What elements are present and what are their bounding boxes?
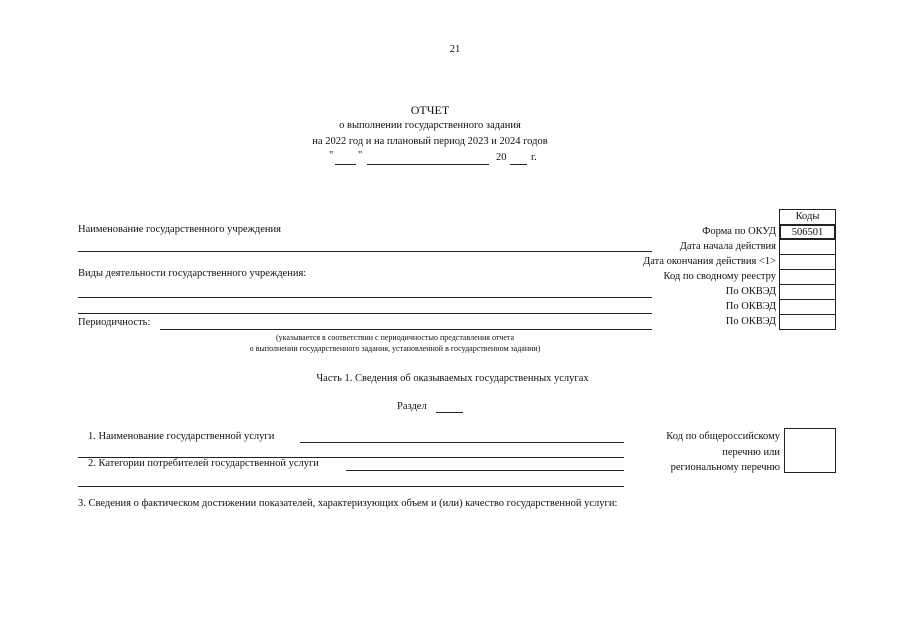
- indicators-heading: 3. Сведения о фактическом достижении показателей, характеризующих объем и (или) качество государственной услуги:: [78, 498, 618, 509]
- okved-cell-3[interactable]: [779, 314, 836, 330]
- registry-code-label: Код по сводному реестру: [663, 271, 776, 282]
- page-number: 21: [449, 44, 461, 55]
- service-name-field[interactable]: [300, 442, 624, 443]
- registry-code-cell[interactable]: [779, 269, 836, 285]
- okved-cell-1[interactable]: [779, 284, 836, 300]
- part1-title: Часть 1. Сведения об оказываемых государственных услугах: [316, 373, 589, 384]
- start-date-cell[interactable]: [779, 239, 836, 255]
- registry-code-text-1: Код по общероссийскому: [666, 431, 780, 442]
- report-title: ОТЧЕТ: [410, 103, 450, 117]
- periodicity-label: Периодичность:: [78, 317, 151, 328]
- date-quote-close: ": [358, 150, 363, 161]
- periodicity-note-2: о выполнении государственного задания, установленной в государственном задании): [249, 344, 541, 353]
- consumer-category-label: 2. Категории потребителей государственной услуги: [88, 458, 319, 469]
- activities-field-2[interactable]: [78, 313, 652, 314]
- date-day-field[interactable]: [335, 164, 356, 165]
- date-year-prefix: 20: [496, 152, 507, 163]
- activities-label: Виды деятельности государственного учреждения:: [78, 268, 307, 279]
- start-date-label: Дата начала действия: [679, 241, 776, 252]
- report-subtitle-2: на 2022 год и на плановый период 2023 и 2024 годов: [312, 136, 548, 147]
- activities-field-1[interactable]: [78, 297, 652, 298]
- okved-cell-2[interactable]: [779, 299, 836, 315]
- date-month-field[interactable]: [367, 164, 489, 165]
- okud-code-cell[interactable]: 506501: [779, 224, 836, 240]
- consumer-category-field-2[interactable]: [78, 486, 624, 487]
- section-label: Раздел: [397, 401, 427, 412]
- registry-code-text-3: региональному перечню: [670, 462, 780, 473]
- section-number-field[interactable]: [436, 412, 463, 413]
- registry-code-box[interactable]: [784, 428, 836, 473]
- registry-code-text-2: перечню или: [722, 447, 780, 458]
- periodicity-field[interactable]: [160, 329, 652, 330]
- end-date-label: Дата окончания действия <1>: [643, 256, 776, 267]
- okved-label-1: По ОКВЭД: [725, 286, 776, 297]
- date-year-field[interactable]: [510, 164, 527, 165]
- date-year-suffix: г.: [531, 152, 537, 163]
- consumer-category-field[interactable]: [346, 470, 624, 471]
- okved-label-3: По ОКВЭД: [725, 316, 776, 327]
- institution-name-field[interactable]: [78, 251, 652, 252]
- codes-header: Коды: [779, 209, 836, 225]
- periodicity-note-1: (указывается в соответствии с периодичностью представления отчета: [275, 333, 515, 342]
- report-subtitle-1: о выполнении государственного задания: [339, 120, 521, 131]
- okved-label-2: По ОКВЭД: [725, 301, 776, 312]
- date-quote-open: ": [329, 150, 334, 161]
- service-name-label: 1. Наименование государственной услуги: [88, 431, 275, 442]
- end-date-cell[interactable]: [779, 254, 836, 270]
- institution-label: Наименование государственного учреждения: [78, 224, 281, 235]
- okud-label: Форма по ОКУД: [702, 226, 776, 237]
